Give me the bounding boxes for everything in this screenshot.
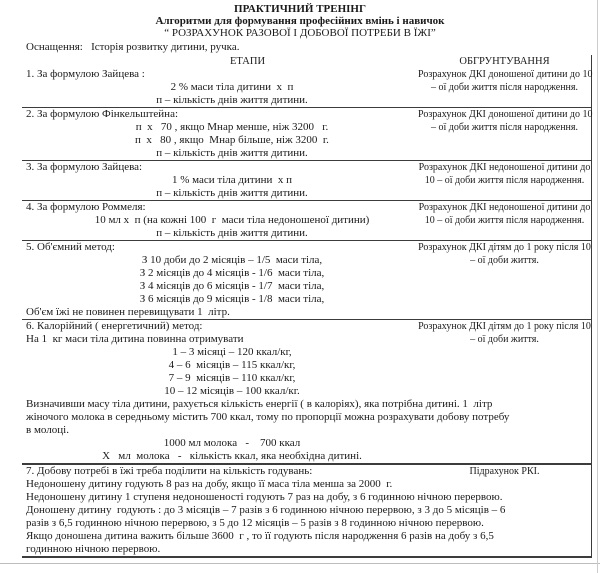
- document-subtitle: Алгоритми для формування професійних вмінь і навичок: [155, 15, 445, 27]
- note-line: годинною нічною перервою.: [26, 543, 161, 555]
- page-bottom-edge: [0, 563, 600, 564]
- step-line: 1 % маси тіла дитини х п: [171, 174, 293, 186]
- table-row: [22, 108, 591, 161]
- justification-line: Розрахунок ДКІ дітям до 1 року після 10: [418, 321, 591, 332]
- justification-cell: [418, 68, 591, 107]
- justification-line: Розрахунок ДКІ недоношеної дитини до: [418, 162, 591, 173]
- step-line: 5. Об'ємний метод:: [26, 241, 115, 253]
- justification-line: Розрахунок ДКІ доношеної дитини до 10: [418, 69, 593, 80]
- justification-cell: [418, 241, 591, 306]
- step-line: п – кількість днів життя дитини.: [156, 187, 308, 199]
- justification-line: 10 – ої доби життя після народження.: [424, 175, 585, 186]
- document-topic: “ РОЗРАХУНОК РАЗОВОЇ І ДОБОВОЇ ПОТРЕБИ В ЇЖІ”: [164, 27, 436, 39]
- justification-cell: [418, 437, 591, 463]
- step-line: 1 – 3 місяці – 120 ккал/кг,: [172, 346, 292, 358]
- justification-line: Розрахунок ДКІ недоношеної дитини до: [418, 202, 591, 213]
- justification-line: 10 – ої доби життя після народження.: [424, 215, 585, 226]
- step-line: 2 % маси тіла дитини х п: [170, 81, 294, 93]
- steps-cell: [22, 465, 418, 478]
- step-line: п – кількість днів життя дитини.: [156, 147, 308, 159]
- column-header-etapy: ЕТАПИ: [229, 56, 266, 67]
- document-header: [0, 0, 600, 39]
- table-header-row: [22, 55, 591, 68]
- note-line: Об'єм їжі не повинен перевищувати 1 літр.: [26, 306, 230, 318]
- row-columns: [22, 241, 591, 306]
- steps-cell: [22, 241, 418, 306]
- column-header-obgruntuvannia: ОБГРУНТУВАННЯ: [459, 56, 550, 67]
- table-row: [22, 161, 591, 201]
- justification-line: – ої доби життя.: [470, 255, 539, 266]
- row-columns: [22, 201, 591, 240]
- row-columns: [22, 320, 591, 398]
- step-line: 10 – 12 місяців – 100 ккал/кг.: [164, 385, 300, 397]
- table-row: [22, 68, 591, 108]
- note-line: в молоці.: [26, 424, 69, 436]
- note-line: Визначивши масу тіла дитини, рахується кількість енергії ( в калоріях), яка потрібна дитині. 1 літр: [26, 398, 493, 410]
- steps-cell: [22, 201, 418, 240]
- note-line: Недоношену дитину 1 ступеня недоношеності годують 7 раз на добу, з 6 годинною нічною перервою.: [26, 491, 503, 503]
- justification-cell: [418, 161, 591, 200]
- table-row: [22, 201, 591, 241]
- step-line: 2. За формулою Фінкельштейна:: [26, 108, 179, 120]
- step-line: 1000 мл молока - 700 ккал: [163, 437, 301, 449]
- table-body: [22, 68, 591, 558]
- justification-cell: [418, 201, 591, 240]
- step-line: 7. Добову потребі в їжі треба поділити на кількість годувань:: [26, 465, 313, 477]
- note-line: Недоношену дитину годують 8 раз на добу, якщо її маса тіла менша за 2000 г.: [26, 478, 393, 490]
- justification-cell: [418, 320, 591, 398]
- step-line: п – кількість днів життя дитини.: [156, 227, 308, 239]
- steps-cell: [22, 108, 418, 160]
- justification-line: Розрахунок ДКІ доношеної дитини до 10: [418, 109, 593, 120]
- step-line: п – кількість днів життя дитини.: [156, 94, 308, 106]
- note-line: Доношену дитину годують : до 3 місяців – 7 разів з 6 годинною нічною перервою, з 3 до 5 місяців – 6: [26, 504, 506, 516]
- equipment-line: Оснащення: Історія розвитку дитини, ручка.: [26, 41, 240, 53]
- note-line: Якщо доношена дитина важить більше 3600 г , то її годують після народження 6 разів на добу з 6,5: [26, 530, 494, 542]
- algorithm-table: [22, 55, 592, 558]
- justification-cell: [418, 108, 591, 160]
- step-line: З 6 місяців до 9 місяців - 1/8 маси тіла,: [139, 293, 325, 305]
- step-line: 4 – 6 місяців – 115 ккал/кг,: [168, 359, 296, 371]
- page-right-edge: [597, 0, 598, 573]
- document-title: ПРАКТИЧНИЙ ТРЕНІНГ: [234, 3, 366, 15]
- justification-line: – ої доби життя після народження.: [430, 122, 579, 133]
- row-columns: [22, 437, 591, 463]
- step-line: На 1 кг маси тіла дитина повинна отримувати: [26, 333, 244, 345]
- steps-cell: [22, 68, 418, 107]
- step-line: п х 70 , якщо Мнар менше, ніж 3200 г.: [135, 121, 329, 133]
- justification-cell: [418, 465, 591, 478]
- step-line: Х мл молока - кількість ккал, яка необхідна дитині.: [102, 450, 362, 462]
- step-line: З 10 доби до 2 місяців – 1/5 маси тіла,: [141, 254, 323, 266]
- step-line: З 2 місяців до 4 місяців - 1/6 маси тіла,: [139, 267, 325, 279]
- row-columns: [22, 108, 591, 160]
- row-columns: [22, 68, 591, 107]
- step-line: 6. Калорійний ( енергетичний) метод:: [26, 320, 203, 332]
- table-row: [22, 465, 591, 558]
- step-line: 4. За формулою Роммеля:: [26, 201, 146, 213]
- steps-cell: [22, 161, 418, 200]
- table-row: [22, 320, 591, 465]
- justification-line: Розрахунок ДКІ дітям до 1 року після 10: [418, 242, 591, 253]
- step-line: З 4 місяців до 6 місяців - 1/7 маси тіла,: [139, 280, 325, 292]
- step-line: п х 80 , якщо Мнар більше, ніж 3200 г.: [135, 134, 329, 146]
- step-line: 10 мл х п (на кожні 100 г маси тіла недоношеної дитини): [94, 214, 370, 226]
- justification-line: – ої доби життя.: [470, 334, 539, 345]
- justification-line: Підрахунок РКІ.: [469, 466, 540, 477]
- step-line: 1. За формулою Зайцева :: [26, 68, 145, 80]
- note-line: жіночого молока в середньому містить 700 ккал, тому по пропорції можна розрахувати добову потребу: [26, 411, 510, 423]
- row-columns: [22, 161, 591, 200]
- steps-cell: [22, 320, 418, 398]
- step-line: 3. За формулою Зайцева:: [26, 161, 143, 173]
- step-line: 7 – 9 місяців – 110 ккал/кг,: [168, 372, 296, 384]
- table-row: [22, 241, 591, 320]
- justification-line: – ої доби життя після народження.: [430, 82, 579, 93]
- steps-cell: [22, 437, 418, 463]
- note-line: разів з 6,5 годинною нічною перервою, з 5 до 12 місяців – 5 разів з 8 годинною нічною перервою.: [26, 517, 484, 529]
- row-columns: [22, 465, 591, 478]
